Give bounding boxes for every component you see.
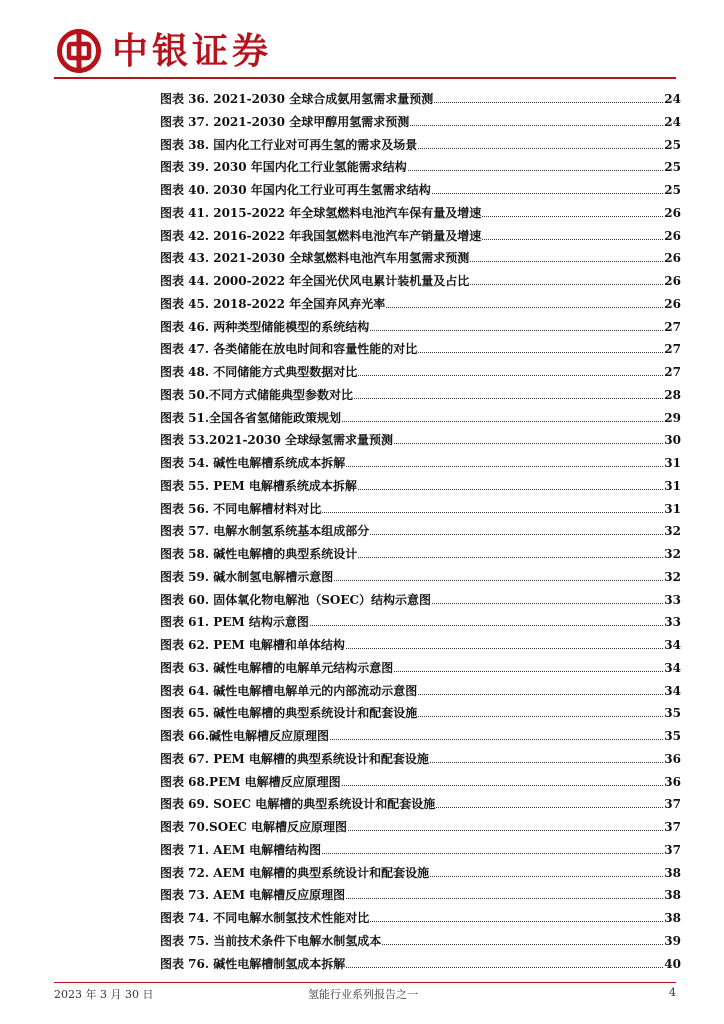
toc-entry-title: 图表 57. 电解水制氢系统基本组成部分 (160, 524, 370, 539)
toc-leader-dots (432, 178, 663, 194)
toc-entry-page: 25 (664, 160, 681, 175)
toc-leader-dots (394, 656, 663, 672)
toc-entry-title: 图表 53.2021-2030 全球绿氢需求量预测 (160, 433, 394, 448)
toc-leader-dots (346, 451, 663, 467)
toc-entry[interactable] (160, 451, 681, 474)
toc-entry-title: 图表 36. 2021-2030 全球合成氨用氢需求量预测 (160, 92, 434, 106)
toc-entry[interactable] (160, 519, 681, 542)
toc-entry-page: 29 (664, 410, 681, 425)
toc-entry[interactable] (160, 861, 681, 884)
toc-leader-dots (430, 747, 663, 763)
toc-entry-page: 26 (664, 205, 681, 220)
toc-entry-title: 图表 45. 2018-2022 年全国弃风弃光率 (160, 296, 386, 311)
toc-entry-page: 34 (664, 660, 681, 675)
toc-entry[interactable] (160, 656, 681, 679)
toc-entry-title: 图表 56. 不同电解槽材料对比 (160, 501, 322, 516)
toc-entry[interactable] (160, 360, 681, 383)
header-divider (54, 77, 676, 79)
toc-leader-dots (358, 542, 663, 558)
toc-entry[interactable] (160, 155, 681, 178)
toc-entry-title: 图表 43. 2021-2030 全球氢燃料电池汽车用氢需求预测 (160, 251, 470, 266)
toc-entry-title: 图表 37. 2021-2030 全球甲醇用氢需求预测 (160, 114, 410, 129)
toc-entry-title: 图表 59. 碱水制氢电解槽示意图 (160, 569, 334, 584)
toc-leader-dots (354, 383, 663, 399)
toc-leader-dots (322, 497, 663, 513)
toc-entry-page: 33 (664, 592, 681, 607)
toc-entry-page: 25 (664, 137, 681, 152)
toc-entry-title: 图表 41. 2015-2022 年全球氢燃料电池汽车保有量及增速 (160, 205, 482, 220)
toc-entry-page: 31 (664, 478, 681, 493)
toc-entry-page: 38 (664, 865, 681, 880)
toc-entry[interactable] (160, 929, 681, 952)
toc-entry-title: 图表 73. AEM 电解槽反应原理图 (160, 888, 346, 903)
toc-entry-title: 图表 46. 两种类型储能模型的系统结构 (160, 319, 370, 334)
toc-leader-dots (418, 679, 663, 695)
toc-entry-page: 32 (664, 569, 681, 584)
toc-leader-dots (358, 474, 663, 490)
toc-entry-page: 38 (664, 888, 681, 903)
toc-entry-page: 25 (664, 183, 681, 197)
toc-entry-page: 31 (664, 501, 681, 516)
toc-entry[interactable] (160, 428, 681, 451)
toc-entry-title: 图表 71. AEM 电解槽结构图 (160, 842, 322, 857)
toc-entry[interactable] (160, 269, 681, 292)
toc-entry-title: 图表 63. 碱性电解槽的电解单元结构示意图 (160, 660, 394, 675)
bank-of-china-logo-icon (56, 28, 102, 74)
toc-entry-title: 图表 69. SOEC 电解槽的典型系统设计和配套设施 (160, 797, 436, 812)
toc-entry[interactable] (160, 747, 681, 770)
toc-entry[interactable] (160, 952, 681, 975)
toc-leader-dots (334, 565, 663, 581)
toc-entry[interactable] (160, 178, 681, 201)
toc-entry-page: 37 (664, 797, 681, 812)
toc-entry-page: 35 (664, 706, 681, 721)
toc-entry-title: 图表 67. PEM 电解槽的典型系统设计和配套设施 (160, 751, 429, 766)
toc-entry[interactable] (160, 838, 681, 861)
toc-leader-dots (408, 155, 663, 171)
toc-entry-page: 26 (664, 296, 681, 311)
toc-leader-dots (348, 815, 663, 831)
toc-entry[interactable] (160, 542, 681, 565)
toc-entry[interactable] (160, 474, 681, 497)
toc-entry-page: 40 (664, 956, 681, 971)
toc-entry-title: 图表 44. 2000-2022 年全国光伏风电累计装机量及占比 (160, 274, 470, 288)
toc-entry-title: 图表 40. 2030 年国内化工行业可再生氢需求结构 (160, 183, 431, 197)
toc-entry-title: 图表 62. PEM 电解槽和单体结构 (160, 638, 345, 652)
toc-leader-dots (418, 133, 663, 149)
toc-entry[interactable] (160, 383, 681, 406)
toc-entry-title: 图表 58. 碱性电解槽的典型系统设计 (160, 547, 358, 561)
toc-entry-title: 图表 72. AEM 电解槽的典型系统设计和配套设施 (160, 865, 430, 880)
toc-leader-dots (470, 269, 663, 285)
toc-entry-title: 图表 47. 各类储能在放电时间和容量性能的对比 (160, 342, 418, 357)
toc-entry-page: 26 (664, 228, 681, 243)
toc-leader-dots (394, 428, 663, 444)
toc-entry[interactable] (160, 633, 681, 656)
toc-entry[interactable] (160, 224, 681, 247)
toc-entry[interactable] (160, 679, 681, 702)
toc-leader-dots (346, 883, 663, 899)
toc-entry-page: 26 (664, 274, 681, 288)
toc-entry-title: 图表 48. 不同储能方式典型数据对比 (160, 365, 358, 379)
toc-entry-title: 图表 39. 2030 年国内化工行业氢能需求结构 (160, 160, 407, 175)
toc-leader-dots (322, 838, 663, 854)
toc-entry[interactable] (160, 792, 681, 815)
toc-leader-dots (432, 588, 663, 604)
toc-entry[interactable] (160, 201, 681, 224)
toc-entry-title: 图表 76. 碱性电解槽制氢成本拆解 (160, 956, 346, 971)
toc-entry-page: 36 (664, 751, 681, 766)
toc-entry[interactable] (160, 337, 681, 360)
page-number: 4 (669, 986, 676, 999)
toc-entry-page: 28 (664, 387, 681, 402)
toc-entry-title: 图表 74. 不同电解水制氢技术性能对比 (160, 911, 370, 925)
toc-entry[interactable] (160, 906, 681, 929)
toc-leader-dots (346, 633, 663, 649)
toc-leader-dots (346, 952, 663, 968)
toc-entry[interactable] (160, 110, 681, 133)
toc-entry-title: 图表 38. 国内化工行业对可再生氢的需求及场景 (160, 137, 418, 152)
toc-entry-title: 图表 60. 固体氧化物电解池（SOEC）结构示意图 (160, 592, 432, 607)
toc-leader-dots (370, 315, 663, 331)
toc-entry-page: 32 (664, 547, 681, 561)
toc-entry-page: 31 (664, 456, 681, 470)
toc-entry[interactable] (160, 610, 681, 633)
toc-entry-page: 32 (664, 524, 681, 539)
toc-leader-dots (410, 110, 663, 126)
toc-entry-page: 34 (664, 683, 681, 698)
figure-list (160, 87, 681, 974)
toc-entry-page: 26 (664, 251, 681, 266)
toc-entry-title: 图表 75. 当前技术条件下电解水制氢成本 (160, 933, 382, 948)
toc-entry[interactable] (160, 246, 681, 269)
toc-entry-page: 37 (664, 842, 681, 857)
toc-entry[interactable] (160, 497, 681, 520)
toc-entry-title: 图表 61. PEM 结构示意图 (160, 615, 309, 630)
toc-entry[interactable] (160, 724, 681, 747)
toc-leader-dots (418, 701, 663, 717)
toc-entry[interactable] (160, 87, 681, 110)
toc-entry-page: 36 (664, 774, 681, 789)
toc-entry[interactable] (160, 133, 681, 156)
page-header (54, 26, 676, 78)
toc-entry-page: 27 (664, 319, 681, 334)
toc-leader-dots (330, 724, 663, 740)
toc-entry-title: 图表 54. 碱性电解槽系统成本拆解 (160, 456, 346, 470)
toc-entry[interactable] (160, 565, 681, 588)
toc-entry[interactable] (160, 770, 681, 793)
toc-leader-dots (386, 292, 663, 308)
toc-leader-dots (342, 770, 664, 786)
toc-entry[interactable] (160, 315, 681, 338)
toc-entry-page: 34 (664, 638, 681, 652)
toc-entry-title: 图表 68.PEM 电解槽反应原理图 (160, 774, 341, 789)
toc-leader-dots (482, 224, 663, 240)
toc-entry-page: 33 (664, 615, 681, 630)
toc-leader-dots (436, 792, 663, 808)
toc-leader-dots (430, 861, 663, 877)
toc-entry[interactable] (160, 815, 681, 838)
footer-divider (54, 982, 676, 983)
toc-entry[interactable] (160, 883, 681, 906)
toc-entry-title: 图表 64. 碱性电解槽电解单元的内部流动示意图 (160, 683, 418, 698)
toc-leader-dots (342, 406, 663, 422)
toc-entry-page: 27 (664, 342, 681, 357)
toc-entry-page: 27 (664, 365, 681, 379)
toc-entry-title: 图表 66.碱性电解槽反应原理图 (160, 729, 330, 743)
toc-entry[interactable] (160, 588, 681, 611)
toc-entry-title: 图表 50.不同方式储能典型参数对比 (160, 387, 354, 402)
toc-leader-dots (470, 246, 663, 262)
toc-leader-dots (434, 87, 663, 103)
toc-entry-title: 图表 42. 2016-2022 年我国氢燃料电池汽车产销量及增速 (160, 228, 482, 243)
footer-date: 2023 年 3 月 30 日 (54, 988, 154, 1001)
toc-leader-dots (358, 360, 663, 376)
toc-entry-title: 图表 55. PEM 电解槽系统成本拆解 (160, 478, 357, 493)
toc-entry-page: 24 (664, 92, 681, 106)
toc-leader-dots (370, 519, 663, 535)
toc-leader-dots (418, 337, 663, 353)
toc-entry[interactable] (160, 406, 681, 429)
footer-series-title: 氢能行业系列报告之一 (308, 988, 418, 1001)
toc-entry-title: 图表 70.SOEC 电解槽反应原理图 (160, 820, 348, 834)
toc-entry-page: 35 (664, 729, 681, 743)
toc-entry-page: 39 (664, 933, 681, 948)
toc-leader-dots (370, 906, 663, 922)
toc-entry-title: 图表 65. 碱性电解槽的典型系统设计和配套设施 (160, 706, 418, 721)
brand-name: 中银证券 (112, 31, 273, 72)
toc-leader-dots (382, 929, 663, 945)
toc-entry[interactable] (160, 292, 681, 315)
toc-leader-dots (310, 610, 663, 626)
toc-entry-page: 38 (664, 911, 681, 925)
toc-entry[interactable] (160, 701, 681, 724)
toc-entry-title: 图表 51.全国各省氢储能政策规划 (160, 410, 342, 425)
toc-leader-dots (482, 201, 663, 217)
toc-entry-page: 24 (664, 114, 681, 129)
toc-entry-page: 30 (664, 433, 681, 448)
toc-entry-page: 37 (664, 820, 681, 834)
